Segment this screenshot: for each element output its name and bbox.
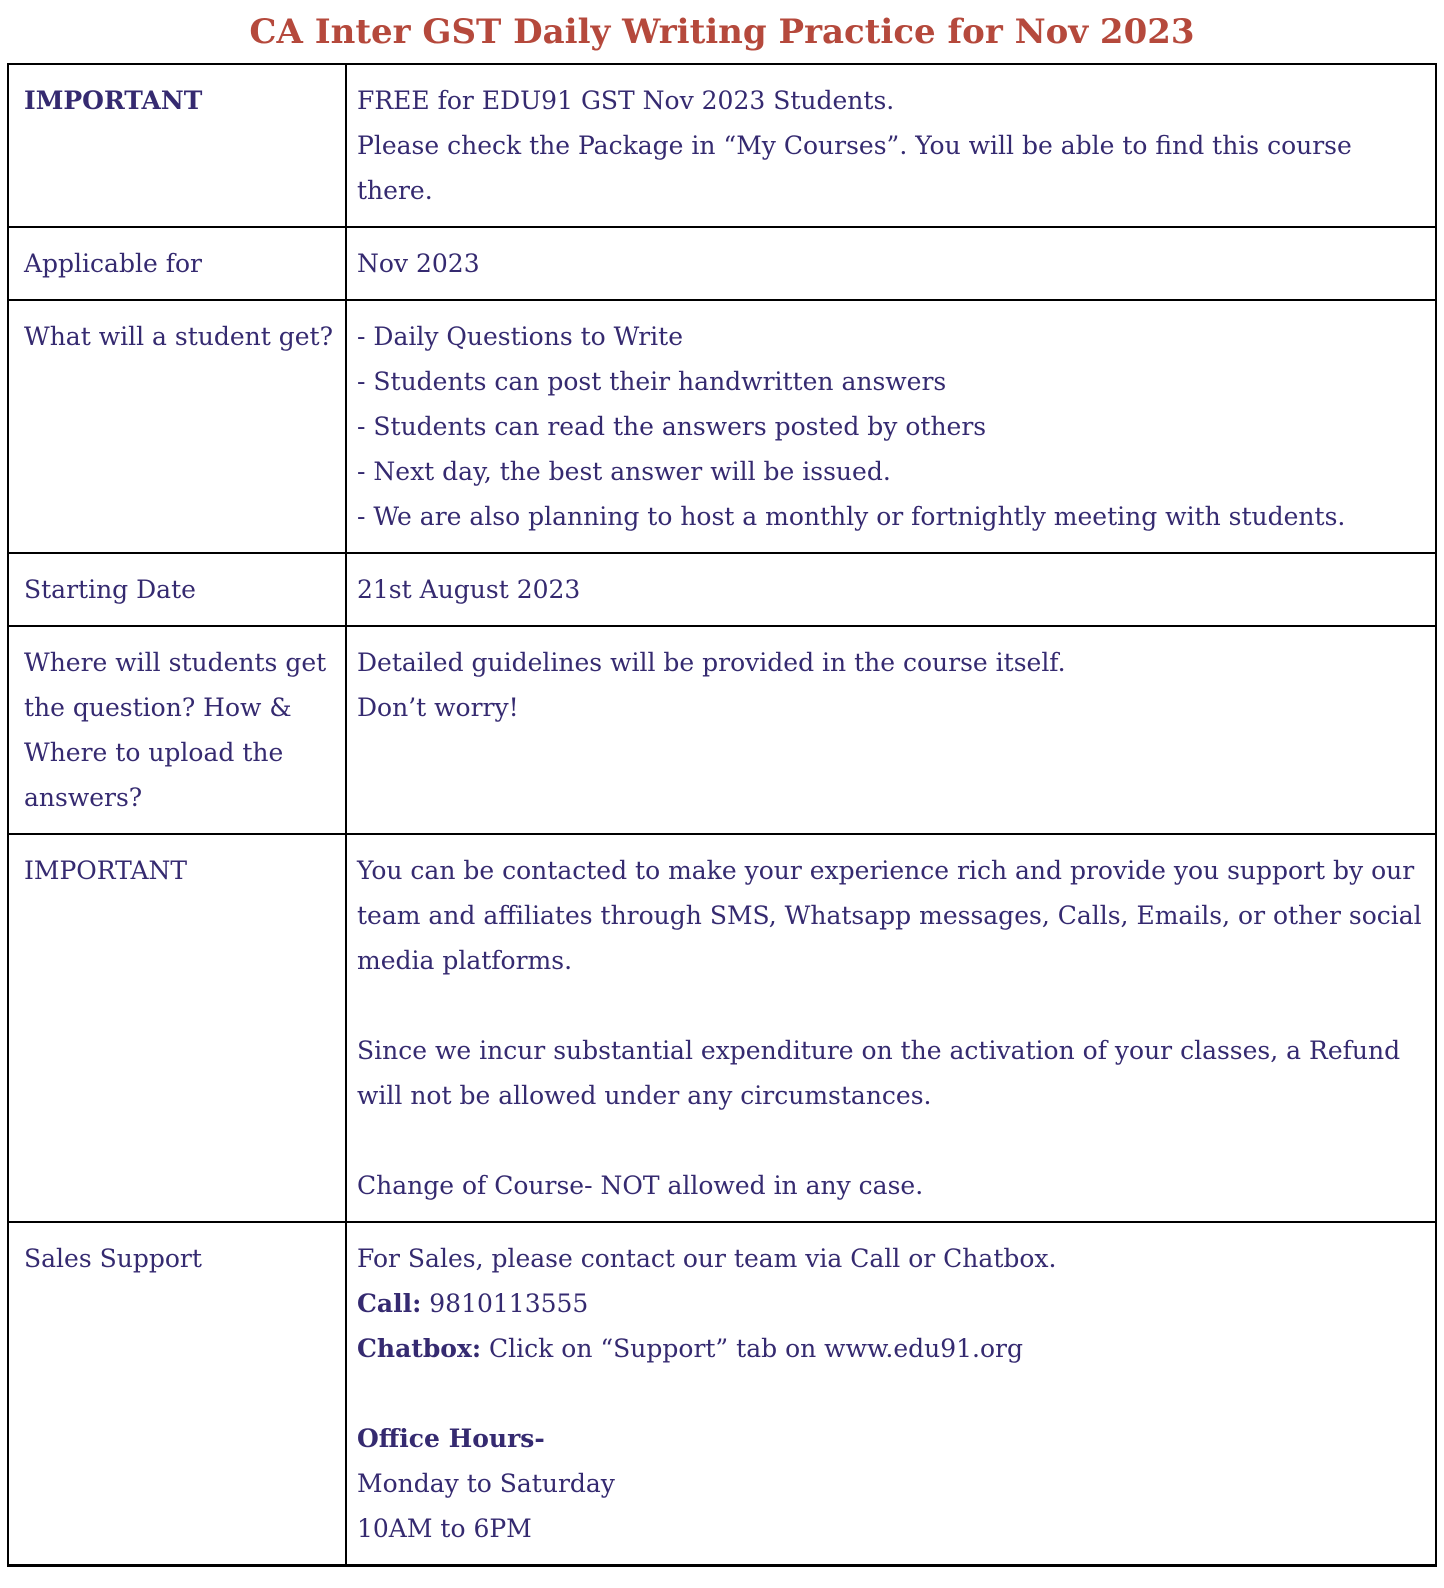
row-content-cell <box>346 64 1436 227</box>
table-row <box>8 834 1436 1222</box>
text-run: 10AM to 6PM <box>357 1514 532 1543</box>
table-row <box>8 300 1436 553</box>
row-content-cell <box>346 626 1436 834</box>
text-line <box>357 685 1425 730</box>
text-line <box>357 1416 1425 1461</box>
text-run: FREE for EDU91 GST Nov 2023 Students. <box>357 86 895 115</box>
paragraph-group <box>357 640 1425 730</box>
text-run: Please check the Package in “My Courses”. You will be able to find this course there. <box>357 131 1352 205</box>
text-line <box>357 404 1425 449</box>
text-line <box>357 848 1425 983</box>
row-label-cell <box>8 834 346 1222</box>
text-run: Detailed guidelines will be provided in the course itself. <box>357 648 1066 677</box>
text-run: Monday to Saturday <box>357 1469 615 1498</box>
text-line <box>357 1326 1425 1371</box>
row-label: Applicable for <box>24 249 202 278</box>
row-label-cell <box>8 64 346 227</box>
text-run: Since we incur substantial expenditure on the activation of your classes, a Refund will not be allowed under any circumstances. <box>357 1036 1401 1110</box>
text-run: Don’t worry! <box>357 693 519 722</box>
text-run-bold: Call: <box>357 1289 422 1318</box>
text-line <box>357 1028 1425 1118</box>
text-line <box>357 567 1425 612</box>
row-content-cell <box>346 1222 1436 1566</box>
table-row <box>8 626 1436 834</box>
table-row <box>8 64 1436 227</box>
paragraph-group <box>357 848 1425 983</box>
paragraph-group <box>357 567 1425 612</box>
text-run: - Next day, the best answer will be issued. <box>357 457 891 486</box>
text-run: Nov 2023 <box>357 249 480 278</box>
row-content-cell <box>346 300 1436 553</box>
row-label: What will a student get? <box>24 322 333 351</box>
text-run: - Daily Questions to Write <box>357 322 684 351</box>
paragraph-group <box>357 78 1425 213</box>
row-label: Sales Support <box>24 1244 202 1273</box>
text-line <box>357 1461 1425 1506</box>
text-run: - We are also planning to host a monthly or fortnightly meeting with students. <box>357 502 1346 531</box>
text-run: Click on “Support” tab on www.edu91.org <box>481 1334 1024 1363</box>
text-line <box>357 314 1425 359</box>
table-row <box>8 227 1436 300</box>
paragraph-group <box>357 1028 1425 1118</box>
paragraph-group <box>357 1236 1425 1371</box>
text-line <box>357 640 1425 685</box>
text-line <box>357 494 1425 539</box>
row-label: IMPORTANT <box>24 86 203 115</box>
paragraph-group <box>357 314 1425 539</box>
text-line <box>357 1163 1425 1208</box>
text-line <box>357 123 1425 213</box>
text-run: Change of Course- NOT allowed in any case. <box>357 1171 924 1200</box>
row-content-cell <box>346 553 1436 626</box>
row-content-cell <box>346 227 1436 300</box>
page-title: CA Inter GST Daily Writing Practice for Nov 2023 <box>249 12 1195 52</box>
document-page <box>0 10 1444 1588</box>
text-line <box>357 1281 1425 1326</box>
text-line <box>357 241 1425 286</box>
text-line <box>357 1236 1425 1281</box>
text-run: You can be contacted to make your experience rich and provide you support by our team and affiliates through SMS, Whatsapp messages, Calls, Emails, or other social media platforms. <box>357 856 1422 975</box>
row-label: IMPORTANT <box>24 856 188 885</box>
paragraph-group <box>357 241 1425 286</box>
text-run: 21st August 2023 <box>357 575 581 604</box>
text-run: For Sales, please contact our team via Call or Chatbox. <box>357 1244 1057 1273</box>
text-run: - Students can read the answers posted by others <box>357 412 987 441</box>
info-table <box>7 63 1437 1567</box>
text-run: 9810113555 <box>421 1289 589 1318</box>
text-line <box>357 1506 1425 1551</box>
row-label-cell <box>8 1222 346 1566</box>
text-run-bold: Office Hours- <box>357 1424 545 1453</box>
row-content-cell <box>346 834 1436 1222</box>
text-run: - Students can post their handwritten answers <box>357 367 947 396</box>
text-run-bold: Chatbox: <box>357 1334 482 1363</box>
row-label-cell <box>8 553 346 626</box>
table-row <box>8 1222 1436 1566</box>
row-label-cell <box>8 227 346 300</box>
row-label: Starting Date <box>24 575 196 604</box>
text-line <box>357 449 1425 494</box>
paragraph-group <box>357 1416 1425 1551</box>
paragraph-group <box>357 1163 1425 1208</box>
row-label-cell <box>8 626 346 834</box>
row-label: Where will students get the question? How & Where to upload the answers? <box>24 648 327 812</box>
row-label-cell <box>8 300 346 553</box>
text-line <box>357 359 1425 404</box>
text-line <box>357 78 1425 123</box>
table-row <box>8 553 1436 626</box>
